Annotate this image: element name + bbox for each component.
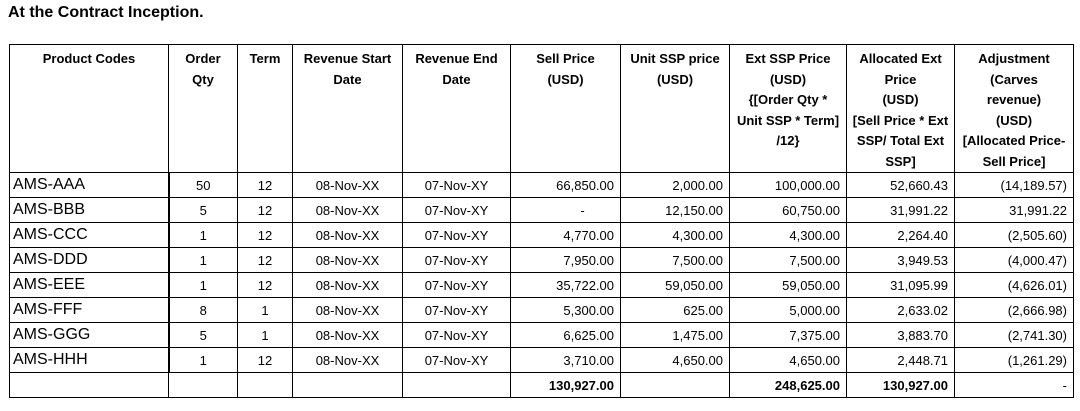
unit-ssp-cell: 4,300.00 [621, 223, 730, 248]
adjustment-cell: (2,666.98) [955, 298, 1074, 323]
term-cell: 12 [238, 348, 293, 373]
header-sell-price: Sell Price (USD) [511, 45, 621, 173]
adjustment-cell: (4,626.01) [955, 273, 1074, 298]
header-unit-ssp-price: Unit SSP price (USD) [621, 45, 730, 173]
term-cell: 12 [238, 248, 293, 273]
product-code-cell: AMS-BBB [10, 198, 169, 223]
total-ext-ssp: 248,625.00 [730, 373, 847, 398]
product-code-cell: AMS-CCC [10, 223, 169, 248]
order-qty-cell: 1 [169, 273, 238, 298]
sell-price-cell: 4,770.00 [511, 223, 621, 248]
revenue-allocation-table [9, 44, 1074, 398]
sell-price-cell: 35,722.00 [511, 273, 621, 298]
total-empty-cell [403, 373, 511, 398]
header-term: Term [238, 45, 293, 173]
allocated-price-cell: 31,991.22 [847, 198, 955, 223]
revenue-start-cell: 08-Nov-XX [293, 173, 403, 198]
product-code-cell: AMS-GGG [10, 323, 169, 348]
table-row [10, 298, 1074, 323]
section-title: At the Contract Inception. [8, 4, 204, 21]
unit-ssp-cell: 59,050.00 [621, 273, 730, 298]
header-revenue-end-date: Revenue End Date [403, 45, 511, 173]
revenue-start-cell: 08-Nov-XX [293, 223, 403, 248]
sell-price-cell: 66,850.00 [511, 173, 621, 198]
sell-price-cell: - [511, 198, 621, 223]
term-cell: 12 [238, 223, 293, 248]
term-cell: 12 [238, 173, 293, 198]
product-code-cell: AMS-FFF [10, 298, 169, 323]
adjustment-cell: (2,741.30) [955, 323, 1074, 348]
ext-ssp-cell: 60,750.00 [730, 198, 847, 223]
sell-price-cell: 7,950.00 [511, 248, 621, 273]
table-row [10, 223, 1074, 248]
order-qty-cell: 50 [169, 173, 238, 198]
ext-ssp-cell: 4,650.00 [730, 348, 847, 373]
allocated-price-cell: 3,883.70 [847, 323, 955, 348]
term-cell: 12 [238, 198, 293, 223]
adjustment-cell: 31,991.22 [955, 198, 1074, 223]
sell-price-cell: 3,710.00 [511, 348, 621, 373]
total-empty-cell [10, 373, 169, 398]
ext-ssp-cell: 7,500.00 [730, 248, 847, 273]
product-code-cell: AMS-AAA [10, 173, 169, 198]
order-qty-cell: 1 [169, 348, 238, 373]
header-ext-ssp-price: Ext SSP Price (USD) {[Order Qty * Unit SSP * Term] /12} [730, 45, 847, 173]
table-row [10, 323, 1074, 348]
revenue-start-cell: 08-Nov-XX [293, 198, 403, 223]
totals-row [10, 373, 1074, 398]
adjustment-cell: (1,261.29) [955, 348, 1074, 373]
revenue-start-cell: 08-Nov-XX [293, 348, 403, 373]
product-code-cell: AMS-DDD [10, 248, 169, 273]
unit-ssp-cell: 625.00 [621, 298, 730, 323]
table-row [10, 273, 1074, 298]
header-allocated-ext-price: Allocated Ext Price (USD) [Sell Price * Ext SSP/ Total Ext SSP] [847, 45, 955, 173]
header-adjustment: Adjustment (Carves revenue) (USD) [Allocated Price- Sell Price] [955, 45, 1074, 173]
order-qty-cell: 8 [169, 298, 238, 323]
product-code-cell: AMS-HHH [10, 348, 169, 373]
revenue-end-cell: 07-Nov-XY [403, 273, 511, 298]
allocated-price-cell: 31,095.99 [847, 273, 955, 298]
unit-ssp-cell: 2,000.00 [621, 173, 730, 198]
total-empty-cell [238, 373, 293, 398]
revenue-end-cell: 07-Nov-XY [403, 173, 511, 198]
ext-ssp-cell: 5,000.00 [730, 298, 847, 323]
term-cell: 1 [238, 323, 293, 348]
unit-ssp-cell: 1,475.00 [621, 323, 730, 348]
allocated-price-cell: 2,633.02 [847, 298, 955, 323]
ext-ssp-cell: 4,300.00 [730, 223, 847, 248]
allocated-price-cell: 52,660.43 [847, 173, 955, 198]
ext-ssp-cell: 100,000.00 [730, 173, 847, 198]
allocated-price-cell: 2,264.40 [847, 223, 955, 248]
unit-ssp-cell: 4,650.00 [621, 348, 730, 373]
revenue-end-cell: 07-Nov-XY [403, 298, 511, 323]
order-qty-cell: 1 [169, 223, 238, 248]
revenue-end-cell: 07-Nov-XY [403, 223, 511, 248]
total-empty-cell [169, 373, 238, 398]
adjustment-cell: (2,505.60) [955, 223, 1074, 248]
total-sell-price: 130,927.00 [511, 373, 621, 398]
table-row [10, 198, 1074, 223]
revenue-start-cell: 08-Nov-XX [293, 323, 403, 348]
header-row [10, 45, 1074, 173]
total-empty-cell [621, 373, 730, 398]
allocated-price-cell: 2,448.71 [847, 348, 955, 373]
revenue-end-cell: 07-Nov-XY [403, 348, 511, 373]
adjustment-cell: (14,189.57) [955, 173, 1074, 198]
unit-ssp-cell: 12,150.00 [621, 198, 730, 223]
header-product-codes: Product Codes [10, 45, 169, 173]
revenue-end-cell: 07-Nov-XY [403, 323, 511, 348]
table-body [10, 173, 1074, 398]
order-qty-cell: 5 [169, 198, 238, 223]
ext-ssp-cell: 7,375.00 [730, 323, 847, 348]
table-row [10, 248, 1074, 273]
ext-ssp-cell: 59,050.00 [730, 273, 847, 298]
total-adjustment: - [955, 373, 1074, 398]
revenue-end-cell: 07-Nov-XY [403, 198, 511, 223]
order-qty-cell: 5 [169, 323, 238, 348]
sell-price-cell: 5,300.00 [511, 298, 621, 323]
header-revenue-start-date: Revenue Start Date [293, 45, 403, 173]
total-allocated-price: 130,927.00 [847, 373, 955, 398]
revenue-start-cell: 08-Nov-XX [293, 273, 403, 298]
unit-ssp-cell: 7,500.00 [621, 248, 730, 273]
order-qty-cell: 1 [169, 248, 238, 273]
header-order-qty: Order Qty [169, 45, 238, 173]
term-cell: 12 [238, 273, 293, 298]
allocated-price-cell: 3,949.53 [847, 248, 955, 273]
adjustment-cell: (4,000.47) [955, 248, 1074, 273]
revenue-start-cell: 08-Nov-XX [293, 298, 403, 323]
table-row [10, 348, 1074, 373]
sell-price-cell: 6,625.00 [511, 323, 621, 348]
table-row [10, 173, 1074, 198]
product-code-cell: AMS-EEE [10, 273, 169, 298]
revenue-end-cell: 07-Nov-XY [403, 248, 511, 273]
revenue-start-cell: 08-Nov-XX [293, 248, 403, 273]
total-empty-cell [293, 373, 403, 398]
term-cell: 1 [238, 298, 293, 323]
